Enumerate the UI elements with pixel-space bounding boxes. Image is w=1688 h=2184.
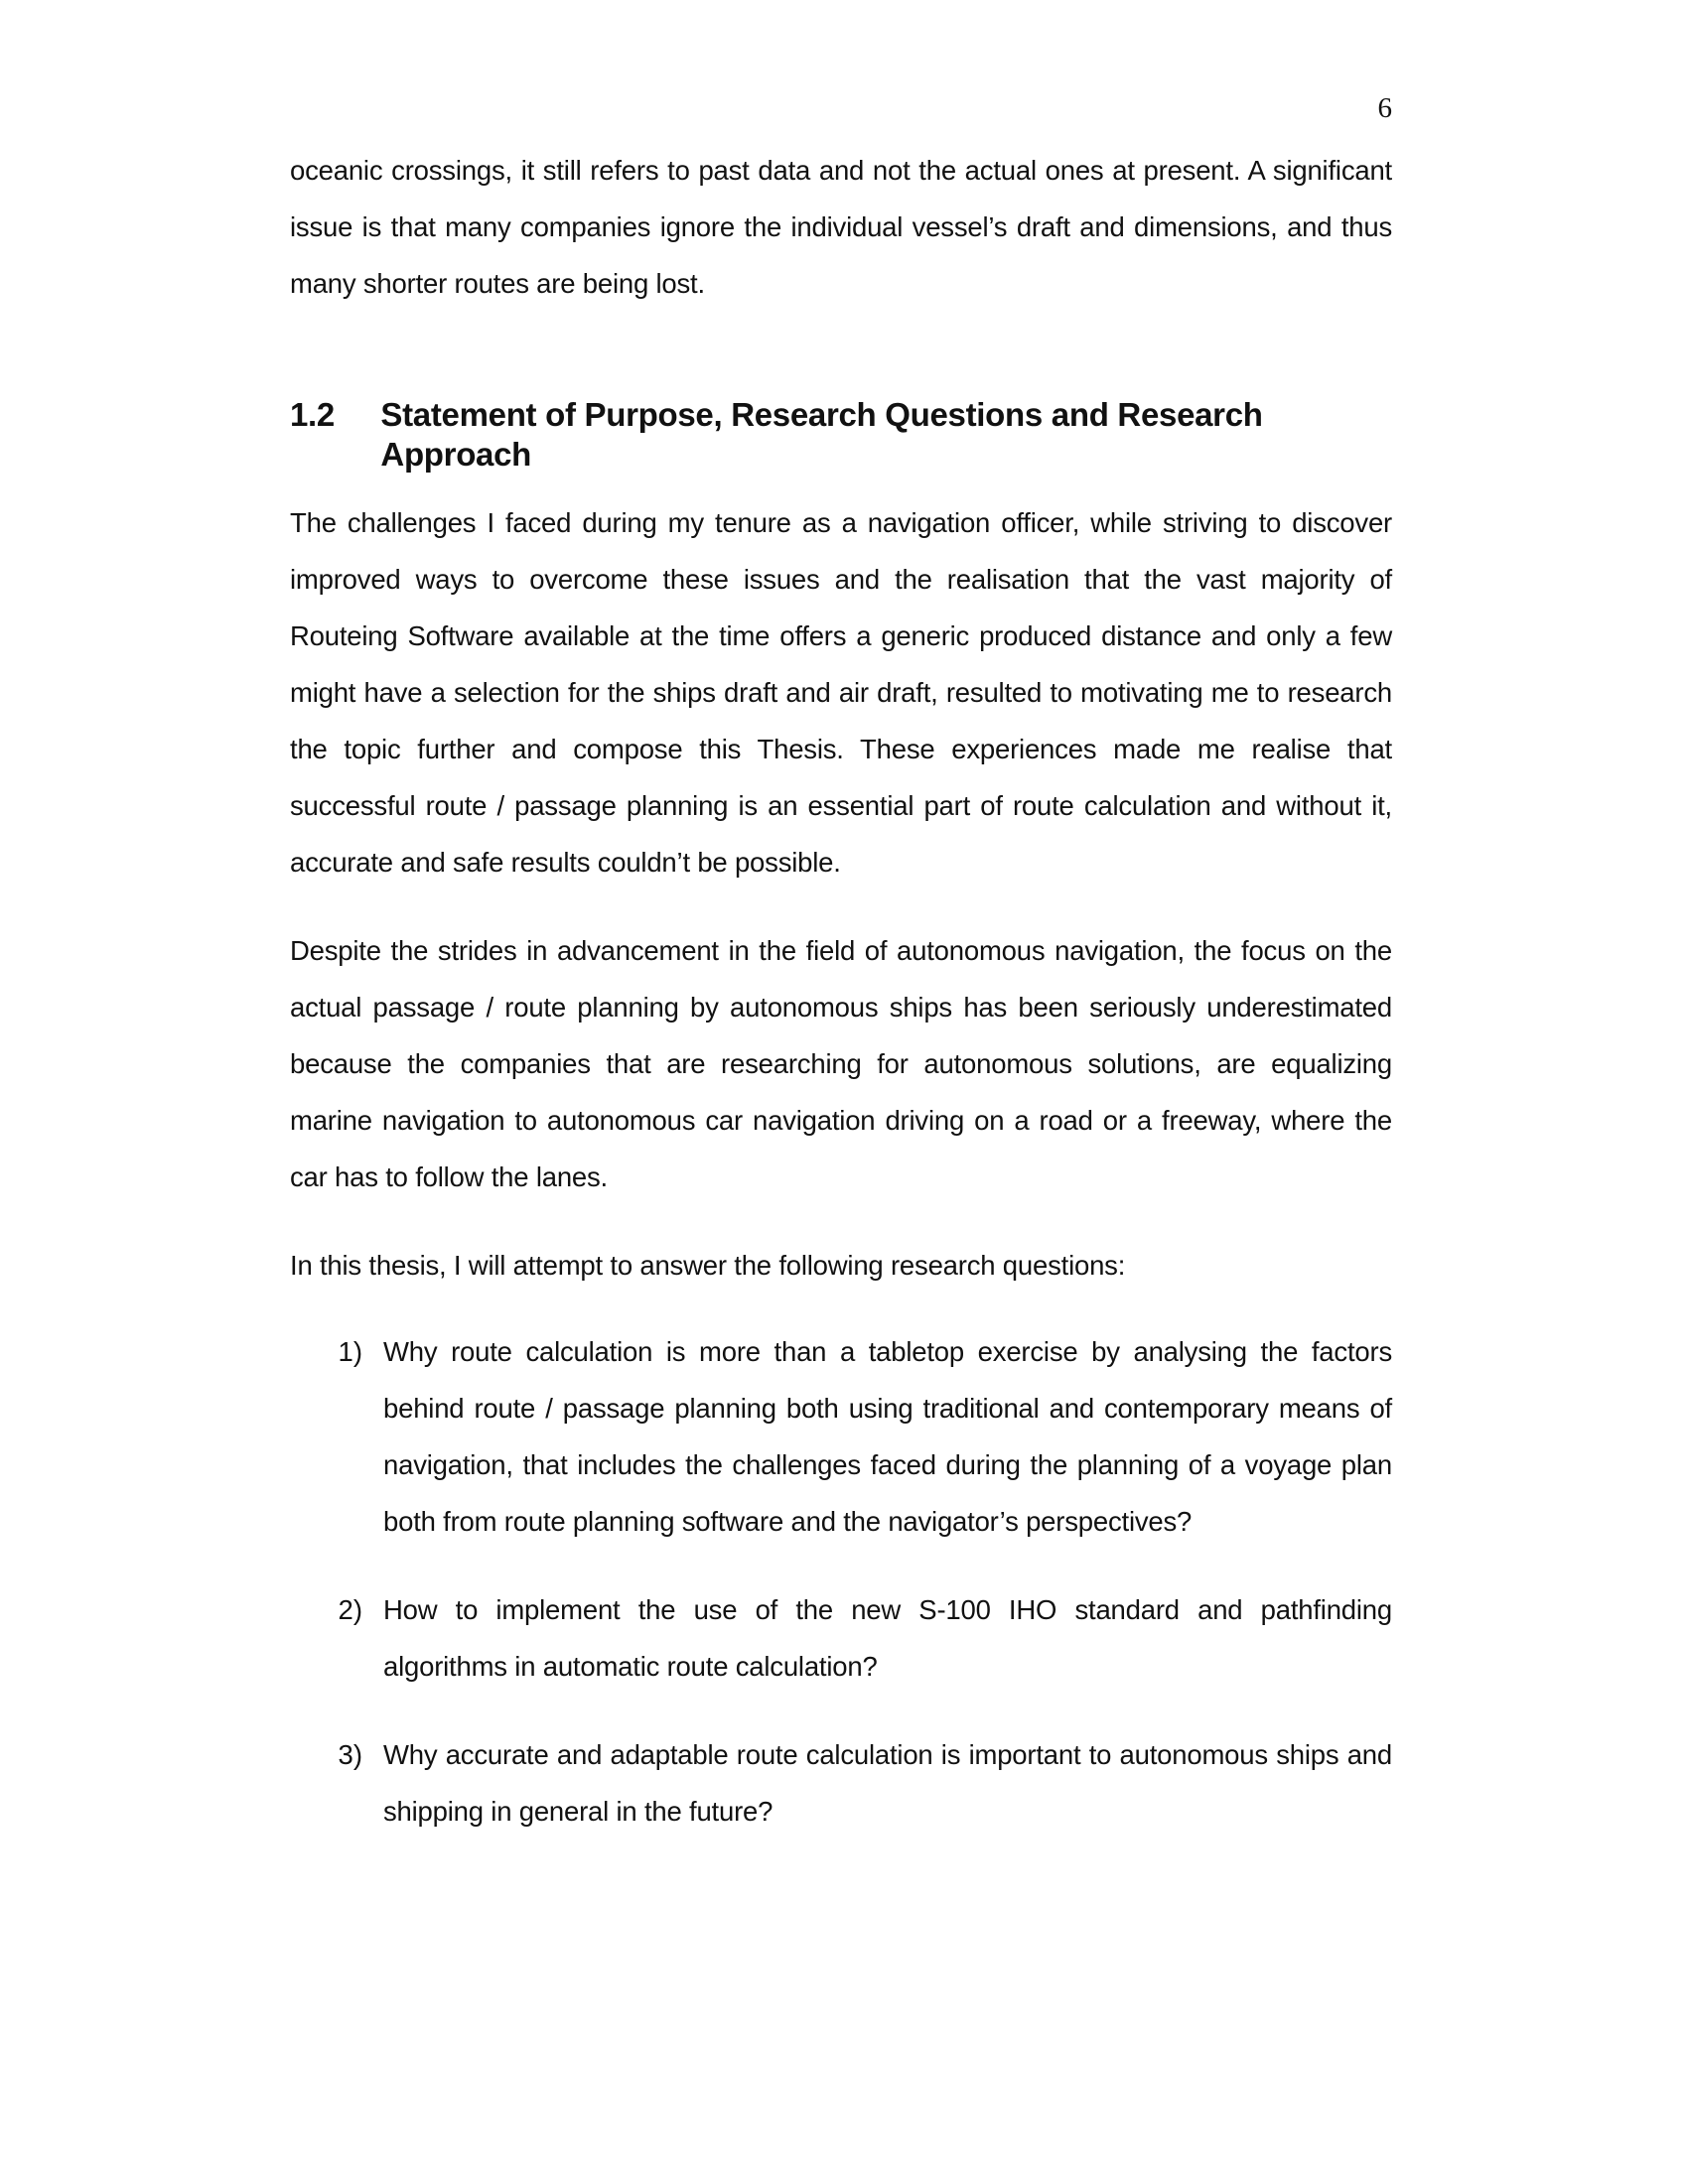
research-question-text: Why accurate and adaptable route calculation is important to autonomous ships and shipping in general in the future? (383, 1739, 1392, 1827)
list-item (290, 1323, 1392, 1550)
research-questions-list (290, 1323, 1392, 1840)
research-question-text: How to implement the use of the new S-100 IHO standard and pathfinding algorithms in automatic route calculation? (383, 1594, 1392, 1682)
research-question-text: Why route calculation is more than a tabletop exercise by analysing the factors behind route / passage planning both using traditional and contemporary means of navigation, that includes the challenges faced during the planning of a voyage plan both from route planning software and the navigator’s perspectives? (383, 1336, 1392, 1537)
list-item (290, 1726, 1392, 1840)
list-marker: 3) (338, 1739, 362, 1770)
opening-paragraph: oceanic crossings, it still refers to past data and not the actual ones at present. A significant issue is that many companies ignore the individual vessel’s draft and dimensions, and thus many shorter routes are being lost. (290, 155, 1392, 299)
section-title: Statement of Purpose, Research Questions and Research Approach (380, 396, 1263, 473)
list-item (290, 1581, 1392, 1695)
list-marker: 2) (338, 1594, 362, 1625)
section-heading (290, 395, 1392, 475)
research-questions-intro: In this thesis, I will attempt to answer the following research questions: (290, 1250, 1126, 1281)
page-number: 6 (1377, 92, 1392, 124)
autonomous-navigation-paragraph: Despite the strides in advancement in the field of autonomous navigation, the focus on the actual passage / route planning by autonomous ships has been seriously underestimated because the companies that are researching for autonomous solutions, are equalizing marine navigation to autonomous car navigation driving on a road or a freeway, where the car has to follow the lanes. (290, 935, 1392, 1192)
list-marker: 1) (338, 1336, 362, 1367)
document-body (290, 142, 1392, 1840)
section-number: 1.2 (290, 396, 335, 433)
purpose-paragraph: The challenges I faced during my tenure as a navigation officer, while striving to discover improved ways to overcome these issues and the realisation that the vast majority of Routeing Software available at the time offers a generic produced distance and only a few might have a selection for the ships draft and air draft, resulted to motivating me to research the topic further and compose this Thesis. These experiences made me realise that successful route / passage planning is an essential part of route calculation and without it, accurate and safe results couldn’t be possible. (290, 507, 1392, 878)
